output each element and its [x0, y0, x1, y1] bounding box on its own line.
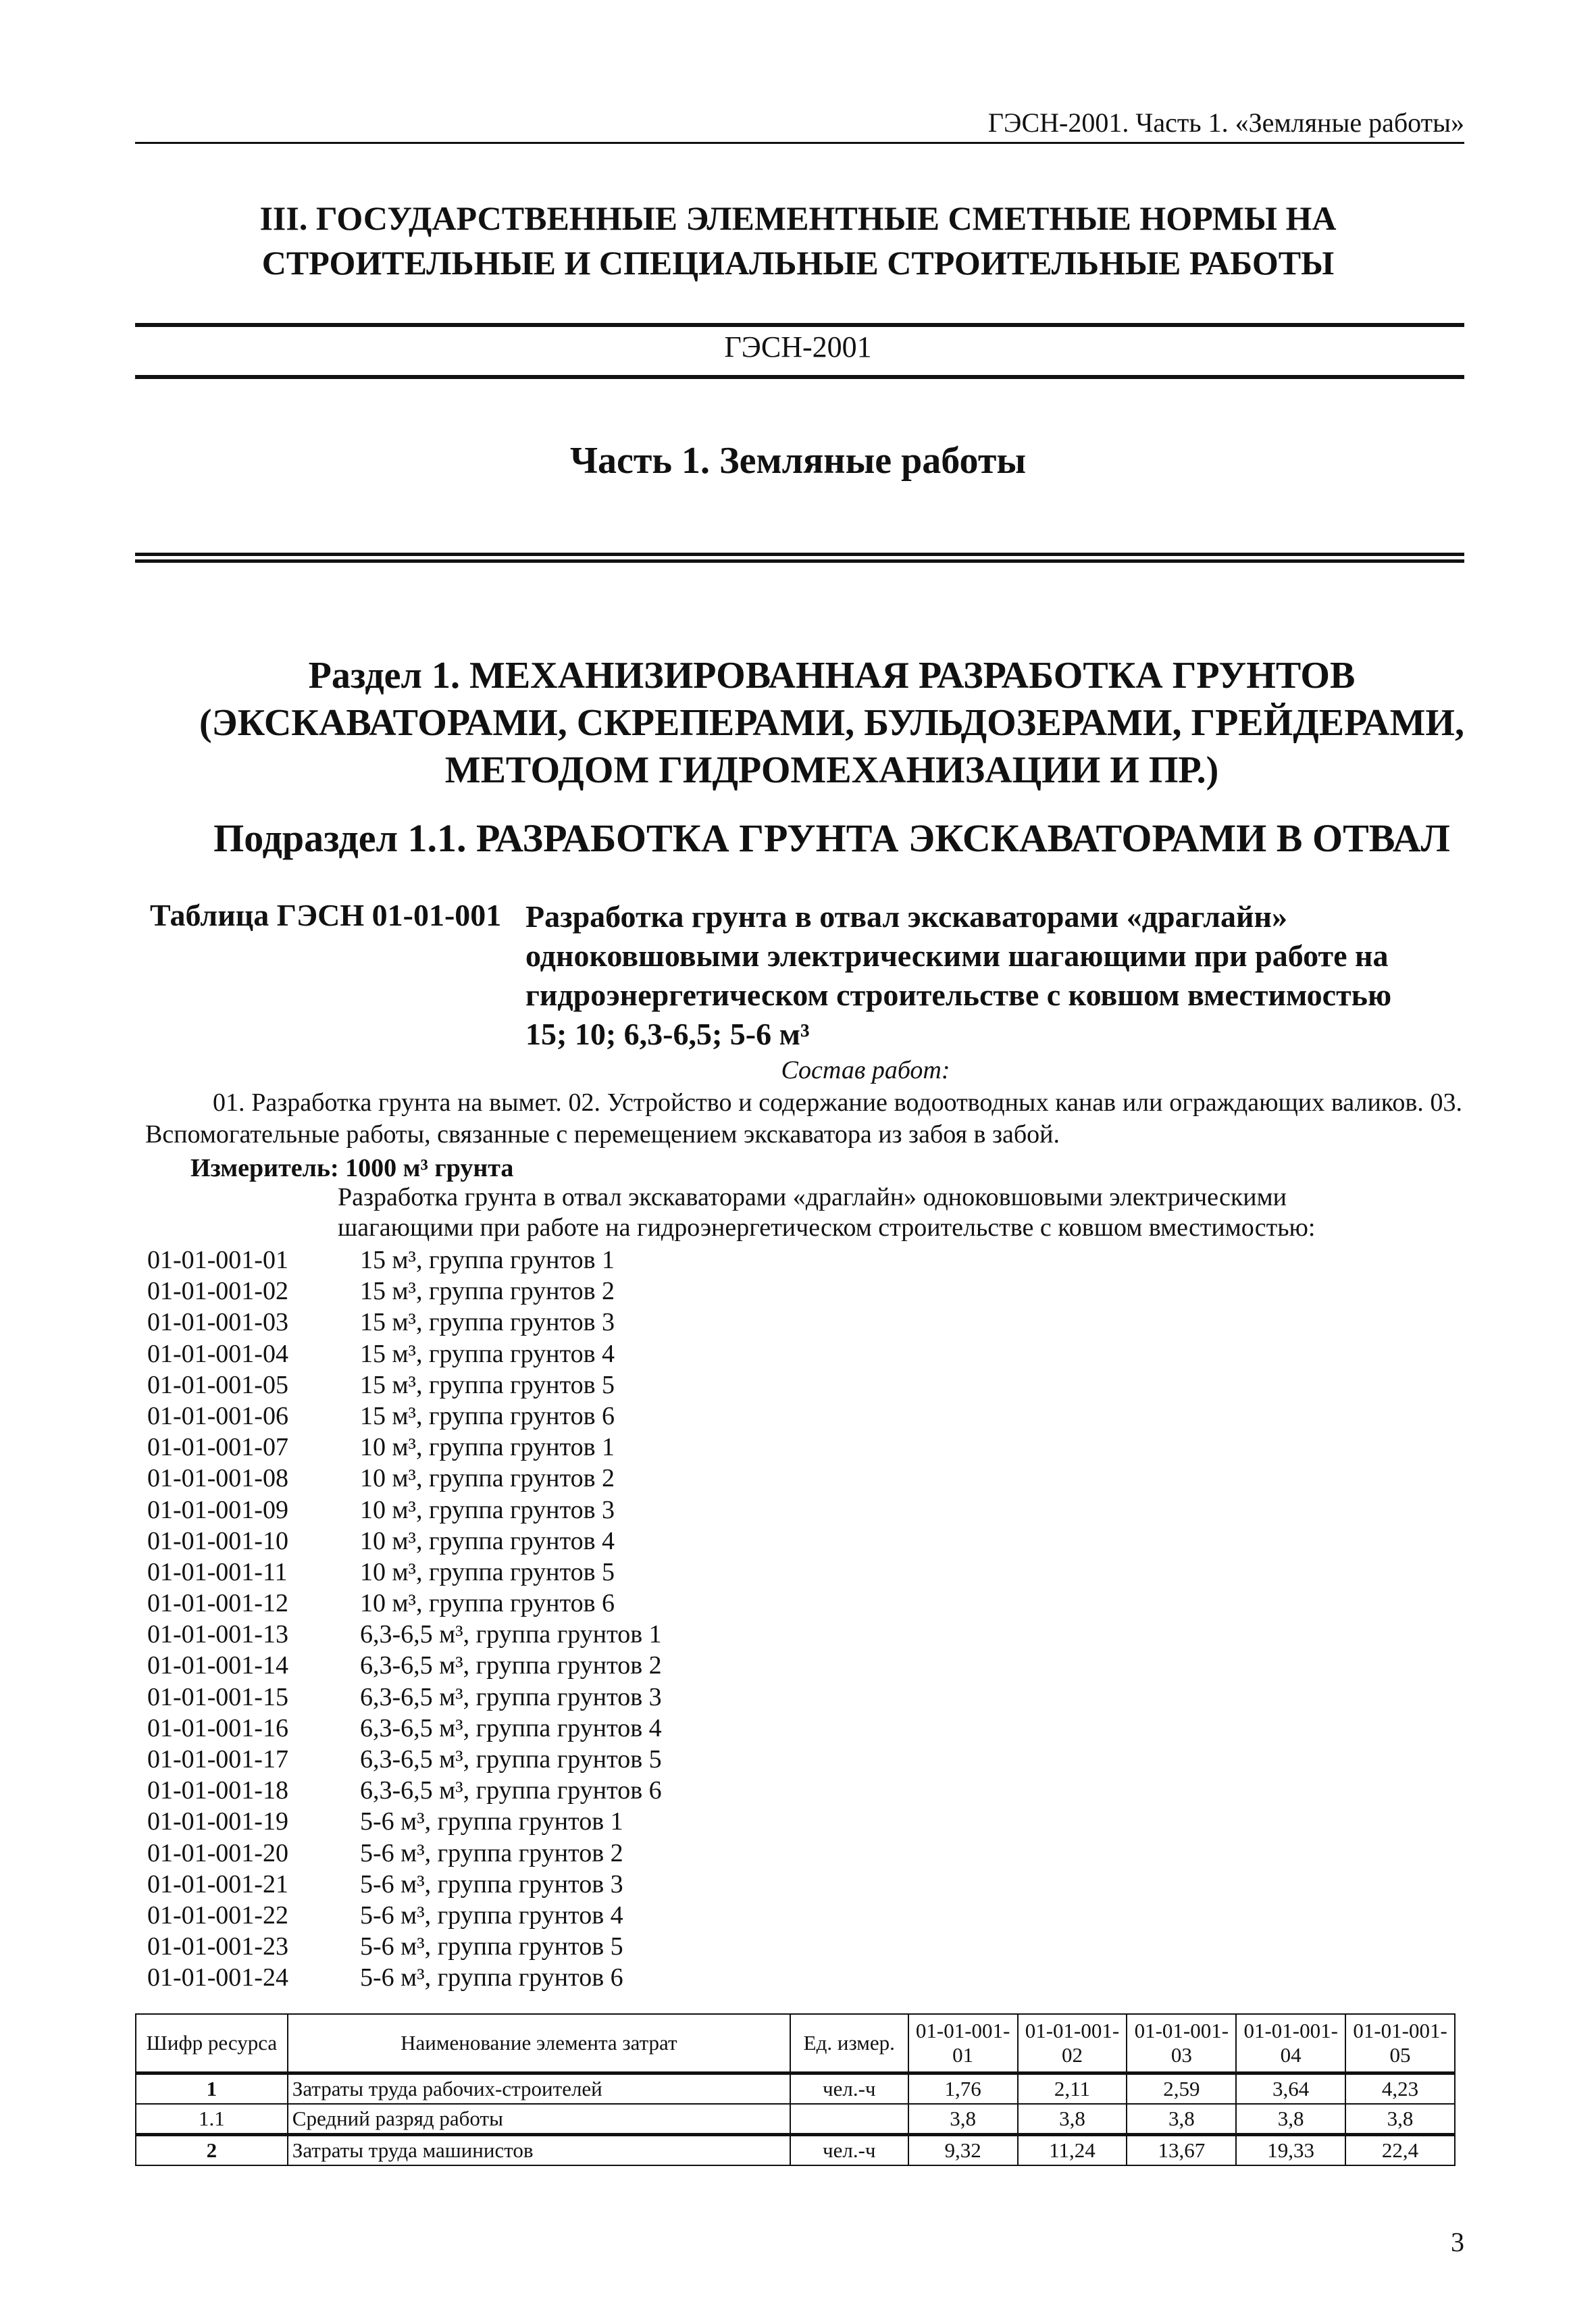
list-item — [147, 1244, 662, 1276]
list-item — [147, 1557, 662, 1588]
norm-description: 10 м³, группа грунтов 1 — [360, 1433, 615, 1462]
divider-rule — [135, 553, 1464, 556]
list-item — [147, 1775, 662, 1806]
list-item — [147, 1338, 662, 1369]
list-item — [147, 1432, 662, 1463]
norm-code: 01-01-001-19 — [147, 1807, 288, 1836]
header-column: 01-01-001-04 — [1236, 2014, 1345, 2073]
list-item — [147, 1931, 662, 1962]
composition-label: Состав работ: — [781, 1056, 950, 1084]
cell-name: Затраты труда рабочих-строителей — [288, 2073, 790, 2105]
list-item — [147, 1962, 662, 1993]
header-rule — [135, 142, 1464, 144]
list-item — [147, 1900, 662, 1931]
norm-code: 01-01-001-05 — [147, 1370, 288, 1399]
list-item — [147, 1307, 662, 1338]
resource-table — [135, 2013, 1456, 2166]
norm-description: 6,3-6,5 м³, группа грунтов 1 — [360, 1620, 662, 1649]
norm-description: 10 м³, группа грунтов 6 — [360, 1589, 615, 1618]
intro-line: Разработка грунта в отвал экскаваторами «драглайн» одноковшовыми электрическими — [338, 1183, 1287, 1211]
cell-code: 1.1 — [136, 2104, 288, 2135]
divider-rule — [135, 323, 1464, 327]
title-line: СТРОИТЕЛЬНЫЕ И СПЕЦИАЛЬНЫЕ СТРОИТЕЛЬНЫЕ РАБОТЫ — [261, 244, 1335, 282]
header-name: Наименование элемента затрат — [288, 2014, 790, 2073]
document-title — [0, 196, 1596, 285]
cell-value: 3,8 — [1345, 2104, 1455, 2135]
norm-code: 01-01-001-04 — [147, 1339, 288, 1368]
header-column: 01-01-001-01 — [908, 2014, 1018, 2073]
norm-code: 01-01-001-21 — [147, 1869, 288, 1898]
list-item — [147, 1869, 662, 1900]
norm-description: 10 м³, группа грунтов 3 — [360, 1495, 615, 1524]
norm-code: 01-01-001-01 — [147, 1246, 288, 1274]
cell-value: 3,8 — [1018, 2104, 1127, 2135]
title-line: III. ГОСУДАРСТВЕННЫЕ ЭЛЕМЕНТНЫЕ СМЕТНЫЕ НОРМЫ НА — [259, 199, 1337, 237]
cell-value: 13,67 — [1127, 2135, 1236, 2166]
table-row — [136, 2135, 1455, 2166]
table-title-line: одноковшовыми электрическими шагающими при работе на — [525, 938, 1389, 973]
norm-description: 10 м³, группа грунтов 2 — [360, 1464, 615, 1493]
norm-code: 01-01-001-14 — [147, 1651, 288, 1680]
cell-code: 2 — [136, 2135, 288, 2166]
norm-code: 01-01-001-10 — [147, 1526, 288, 1555]
list-item — [147, 1619, 662, 1650]
section-line: (ЭКСКАВАТОРАМИ, СКРЕПЕРАМИ, БУЛЬДОЗЕРАМИ, ГРЕЙДЕРАМИ, — [199, 702, 1464, 744]
table-label: Таблица ГЭСН 01-01-001 — [150, 898, 502, 932]
norm-description: 15 м³, группа грунтов 5 — [360, 1370, 615, 1399]
list-item — [147, 1401, 662, 1432]
cell-code: 1 — [136, 2073, 288, 2105]
cell-value: 3,8 — [1236, 2104, 1345, 2135]
table-title-line: гидроэнергетическом строительстве с ковшом вместимостью — [525, 978, 1392, 1012]
subsection-title: Подраздел 1.1. РАЗРАБОТКА ГРУНТА ЭКСКАВАТОРАМИ В ОТВАЛ — [213, 816, 1450, 860]
norm-code: 01-01-001-02 — [147, 1277, 288, 1306]
cell-value: 4,23 — [1345, 2073, 1455, 2105]
norm-description: 15 м³, группа грунтов 6 — [360, 1401, 615, 1430]
cell-value: 3,8 — [1127, 2104, 1236, 2135]
page-number: 3 — [1451, 2227, 1464, 2257]
meter-unit: Измеритель: 1000 м³ грунта — [190, 1154, 514, 1182]
collection-code: ГЭСН-2001 — [724, 330, 872, 363]
norm-code: 01-01-001-24 — [147, 1963, 288, 1992]
cell-value: 3,64 — [1236, 2073, 1345, 2105]
norm-code: 01-01-001-06 — [147, 1401, 288, 1430]
cell-value: 9,32 — [908, 2135, 1018, 2166]
list-item — [147, 1713, 662, 1744]
part-title: Часть 1. Земляные работы — [569, 440, 1027, 482]
norm-code: 01-01-001-16 — [147, 1713, 288, 1742]
norm-description: 6,3-6,5 м³, группа грунтов 2 — [360, 1651, 662, 1680]
cell-value: 22,4 — [1345, 2135, 1455, 2166]
norm-code: 01-01-001-09 — [147, 1495, 288, 1524]
norm-code: 01-01-001-13 — [147, 1620, 288, 1649]
cell-value: 19,33 — [1236, 2135, 1345, 2166]
norm-description: 5-6 м³, группа грунтов 6 — [360, 1963, 623, 1992]
norm-code: 01-01-001-11 — [147, 1557, 288, 1586]
table-title-line: Разработка грунта в отвал экскаваторами «драглайн» — [525, 899, 1288, 934]
divider-rule — [135, 375, 1464, 379]
codes-intro — [338, 1182, 1418, 1243]
intro-line: шагающими при работе на гидроэнергетическом строительстве с ковшом вместимостью: — [338, 1213, 1316, 1242]
header-column: 01-01-001-02 — [1018, 2014, 1127, 2073]
cell-value: 11,24 — [1018, 2135, 1127, 2166]
list-item — [147, 1463, 662, 1494]
list-item — [147, 1744, 662, 1775]
cell-name: Затраты труда машинистов — [288, 2135, 790, 2166]
header-column: 01-01-001-03 — [1127, 2014, 1236, 2073]
header-column: 01-01-001-05 — [1345, 2014, 1455, 2073]
list-item — [147, 1369, 662, 1401]
norm-code: 01-01-001-07 — [147, 1433, 288, 1462]
header-unit: Ед. измер. — [790, 2014, 908, 2073]
norm-description: 6,3-6,5 м³, группа грунтов 5 — [360, 1745, 662, 1774]
norm-code: 01-01-001-03 — [147, 1308, 288, 1337]
norm-code: 01-01-001-23 — [147, 1932, 288, 1961]
cell-unit: чел.-ч — [790, 2135, 908, 2166]
cell-value: 1,76 — [908, 2073, 1018, 2105]
cell-unit: чел.-ч — [790, 2073, 908, 2105]
norm-code: 01-01-001-20 — [147, 1838, 288, 1867]
norm-description: 15 м³, группа грунтов 1 — [360, 1246, 615, 1274]
header-code: Шифр ресурса — [136, 2014, 288, 2073]
cell-unit — [790, 2104, 908, 2135]
list-item — [147, 1682, 662, 1713]
norm-description: 10 м³, группа грунтов 5 — [360, 1557, 615, 1586]
norm-code: 01-01-001-15 — [147, 1682, 288, 1711]
list-item — [147, 1494, 662, 1526]
list-item — [147, 1276, 662, 1307]
table-row — [136, 2104, 1455, 2135]
norm-description: 5-6 м³, группа грунтов 3 — [360, 1869, 623, 1898]
cell-value: 2,11 — [1018, 2073, 1127, 2105]
norm-description: 5-6 м³, группа грунтов 5 — [360, 1932, 623, 1961]
norm-code: 01-01-001-22 — [147, 1901, 288, 1930]
list-item — [147, 1838, 662, 1869]
norm-description: 15 м³, группа грунтов 2 — [360, 1277, 615, 1306]
cell-value: 3,8 — [908, 2104, 1018, 2135]
norm-description: 10 м³, группа грунтов 4 — [360, 1526, 615, 1555]
norm-description: 5-6 м³, группа грунтов 2 — [360, 1838, 623, 1867]
table-header-row — [136, 2014, 1455, 2073]
works-text: 01. Разработка грунта на вымет. 02. Устройство и содержание водоотводных канав или ограждающих валиков. 03. Вспомогательные работы, связанные с перемещением экскаватора из забоя в забой. — [145, 1088, 1462, 1149]
list-item — [147, 1650, 662, 1681]
list-item — [147, 1526, 662, 1557]
list-item — [147, 1806, 662, 1837]
cell-value: 2,59 — [1127, 2073, 1236, 2105]
list-item — [147, 1588, 662, 1619]
cell-name: Средний разряд работы — [288, 2104, 790, 2135]
norm-description: 6,3-6,5 м³, группа грунтов 6 — [360, 1776, 662, 1805]
section-line: Раздел 1. МЕХАНИЗИРОВАННАЯ РАЗРАБОТКА ГРУНТОВ — [308, 655, 1356, 697]
norm-description: 15 м³, группа грунтов 4 — [360, 1339, 615, 1368]
codes-list — [147, 1244, 662, 1994]
norm-code: 01-01-001-12 — [147, 1589, 288, 1618]
norm-description: 15 м³, группа грунтов 3 — [360, 1308, 615, 1337]
divider-rule — [135, 559, 1464, 563]
norm-description: 5-6 м³, группа грунтов 4 — [360, 1901, 623, 1930]
running-header: ГЭСН-2001. Часть 1. «Земляные работы» — [987, 107, 1464, 138]
norm-description: 6,3-6,5 м³, группа грунтов 4 — [360, 1713, 662, 1742]
norm-code: 01-01-001-17 — [147, 1745, 288, 1774]
section-line: МЕТОДОМ ГИДРОМЕХАНИЗАЦИИ И ПР.) — [444, 749, 1219, 791]
norm-description: 5-6 м³, группа грунтов 1 — [360, 1807, 623, 1836]
norm-description: 6,3-6,5 м³, группа грунтов 3 — [360, 1682, 662, 1711]
table-title — [525, 897, 1471, 1054]
norm-code: 01-01-001-08 — [147, 1464, 288, 1493]
norm-code: 01-01-001-18 — [147, 1776, 288, 1805]
table-row — [136, 2073, 1455, 2105]
section-title — [68, 652, 1596, 794]
table-title-line: 15; 10; 6,3-6,5; 5-6 м³ — [525, 1017, 810, 1051]
